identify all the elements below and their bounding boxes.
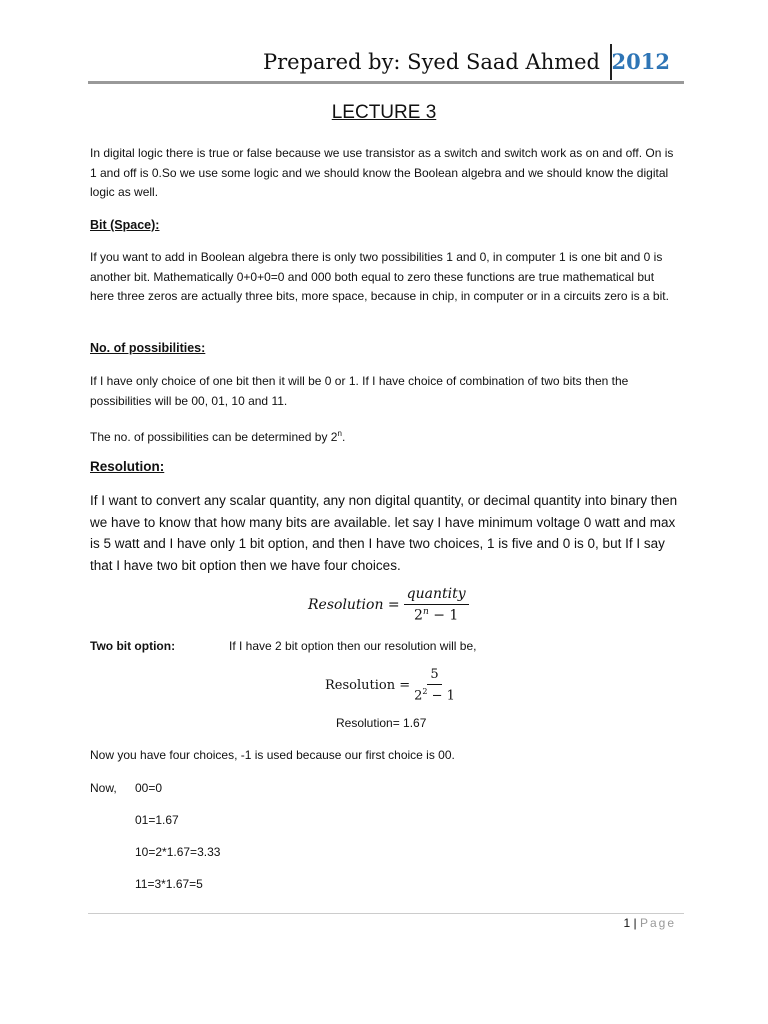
possibilities-formula-text: The no. of possibilities can be determined by 2 (90, 430, 338, 444)
eq2-denominator (414, 685, 455, 703)
eq2-den-rest: − 1 (427, 688, 455, 704)
header-rule (88, 81, 684, 84)
resolution-result: Resolution= 1.67 (336, 716, 427, 730)
possibilities-paragraph: If I have only choice of one bit then it will be 0 or 1. If I have choice of combination of two bits then the possibilities will be 00, 01, 10 and 11. (90, 374, 629, 408)
page-header (88, 44, 684, 80)
header-year: 2012 (611, 49, 670, 74)
two-bit-equation (325, 667, 455, 703)
now-label: Now, (90, 781, 117, 795)
heading-possibilities: No. of possibilities: (90, 341, 206, 355)
value-line-11: 11=3*1.67=5 (135, 877, 203, 891)
resolution-paragraph: If I want to convert any scalar quantity, any non digital quantity, or decimal quantity into binary then we have to know that how many bits are available. let say I have minimum voltage 0 watt and max is 5 watt and I have only 1 bit option, and then I have two choices, 1 is five and 0 is 0, but If I say that I have two bit option then we have four choices. (90, 493, 678, 573)
value-line-00: 00=0 (135, 781, 163, 795)
footer-rule (88, 913, 684, 914)
prepared-by: Prepared by: Syed Saad Ahmed (262, 50, 600, 74)
eq2-den-base: 2 (414, 688, 423, 704)
value-line-10: 10=2*1.67=3.33 (135, 845, 221, 859)
two-bit-label: Two bit option: (90, 639, 176, 653)
heading-bit-space: Bit (Space): (90, 218, 160, 232)
page-footer (623, 916, 676, 930)
four-choices-note: Now you have four choices, -1 is used because our first choice is 00. (90, 748, 455, 762)
possibilities-formula-sup: n (337, 429, 342, 438)
page-label: Page (639, 916, 676, 930)
resolution-equation (308, 586, 469, 624)
eq1-lhs: Resolution = (308, 596, 400, 613)
eq2-den-sup: 2 (422, 687, 428, 696)
footer-separator: | (633, 916, 637, 930)
page-title: LECTURE 3 (331, 102, 437, 123)
two-bit-text: If I have 2 bit option then our resolution will be, (229, 639, 477, 653)
value-line-01: 01=1.67 (135, 813, 179, 827)
eq2-numerator: 5 (427, 667, 441, 685)
possibilities-formula-end: . (341, 430, 346, 444)
page-number: 1 (623, 916, 631, 930)
eq2-fraction (414, 667, 455, 703)
possibilities-formula (90, 424, 680, 448)
eq1-den-rest: − 1 (428, 607, 459, 624)
eq1-den-sup: n (422, 607, 429, 617)
eq1-den-base: 2 (414, 607, 423, 624)
intro-paragraph: In digital logic there is true or false because we use transistor as a switch and switch work as on and off. On is 1 and off is 0.So we use some logic and we should know the Boolean algebra and we should know the digital logic as well. (90, 146, 674, 199)
bit-paragraph: If you want to add in Boolean algebra there is only two possibilities 1 and 0, in computer 1 is one bit and 0 is another bit. Mathematically 0+0+0=0 and 000 both equal to zero these functions are true mathematical but here three zeros are actually three bits, more space, because in chip, in computer or in a circuits zero is a bit. (90, 250, 669, 303)
eq1-fraction (404, 586, 469, 624)
heading-resolution: Resolution: (90, 459, 165, 474)
eq1-numerator: quantity (404, 586, 469, 605)
eq2-lhs: Resolution = (325, 677, 411, 693)
eq1-denominator (414, 605, 458, 624)
